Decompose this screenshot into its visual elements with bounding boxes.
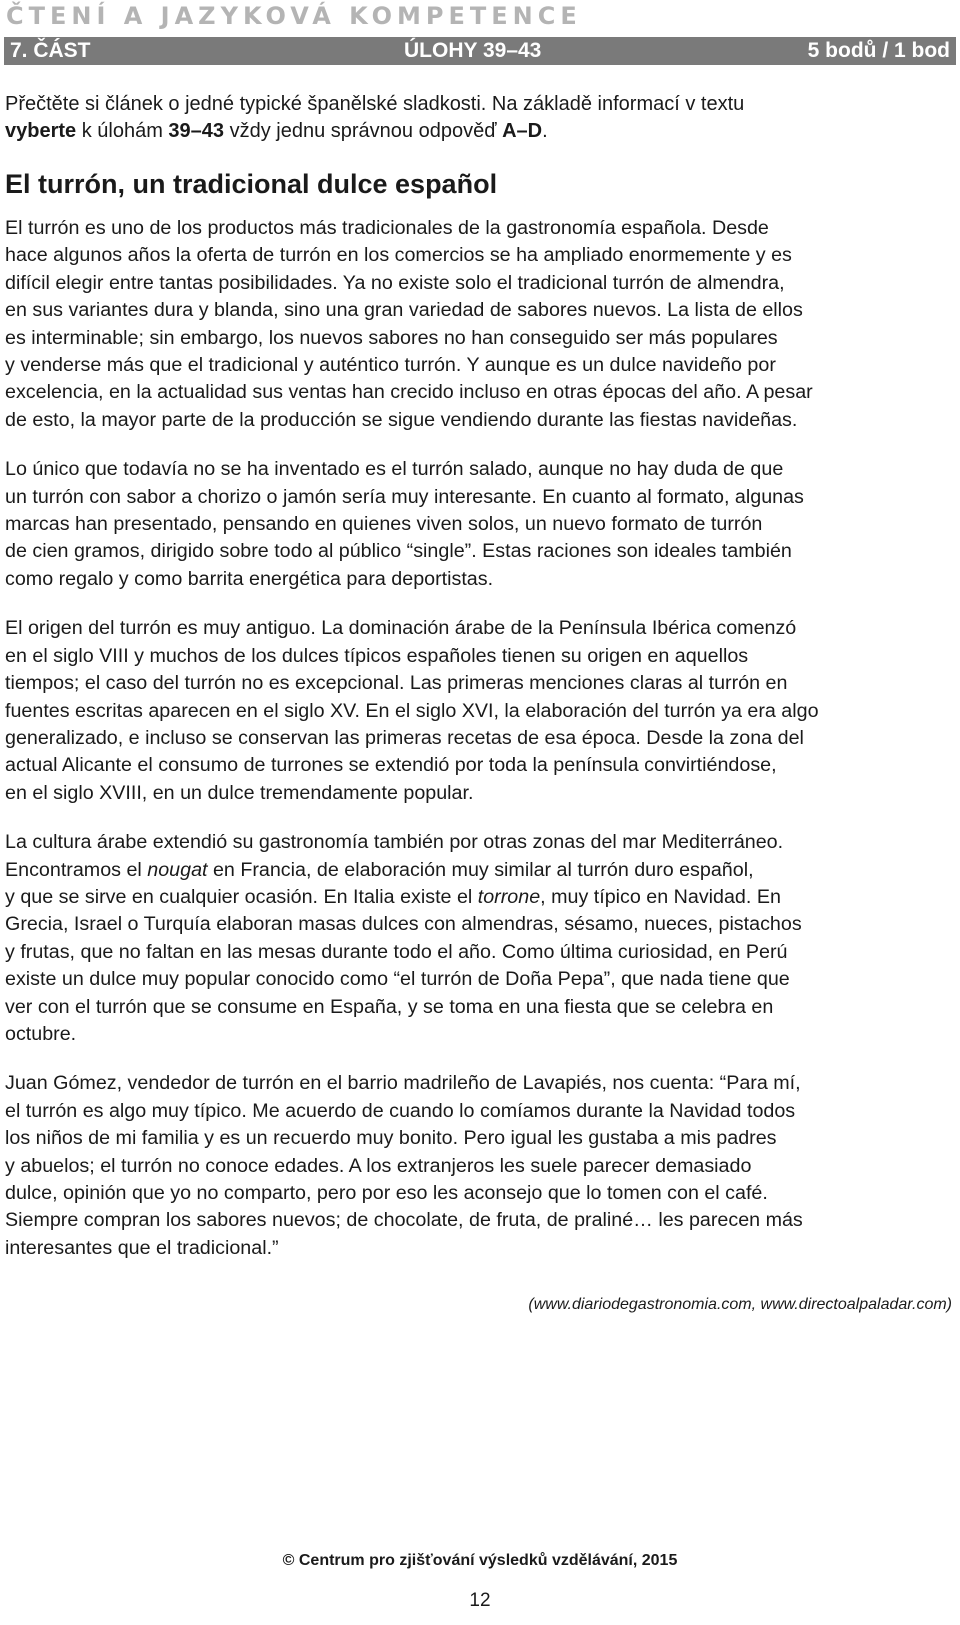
paragraph-line: y frutas, que no faltan en las mesas durante todo el año. Como última curiosidad, en Perú [5,940,788,963]
instructions-text: vždy jednu správnou odpověď [224,120,503,142]
paragraph-line: Encontramos el nougat en Francia, de elaboración muy similar al turrón duro español, [5,858,754,881]
paragraph-line: actual Alicante el consumo de turrones se extendió por toda la península convirtiéndose, [5,754,777,777]
paragraph-line: los niños de mi familia y es un recuerdo muy bonito. Pero igual les gustaba a mis padres [5,1127,777,1150]
paragraph-line: como regalo y como barrita energética para deportistas. [5,567,494,590]
paragraph-line: interesantes que el tradicional.” [5,1236,279,1259]
paragraph-line: difícil elegir entre tantas posibilidades. Ya no existe solo el tradicional turrón de almendra, [5,271,785,294]
paragraph-line: y que se sirve en cualquier ocasión. En Italia existe el torrone, muy típico en Navidad. En [5,885,781,908]
paragraph-line: excelencia, en la actualidad sus ventas han crecido incluso en otras épocas del año. A pesar [5,381,813,404]
paragraph-line: octubre. [5,1022,77,1045]
article-paragraph [5,829,950,1048]
paragraph-line: Siempre compran los sabores nuevos; de chocolate, de fruta, de praliné… les parecen más [5,1209,803,1232]
article-source: (www.diariodegastronomia.com, www.directoalpaladar.com) [528,1296,952,1313]
article-paragraph [5,456,950,593]
paragraph-line: ver con el turrón que se consume en España, y se toma en una fiesta que se celebra en [5,995,774,1018]
instructions-bold-tasks: 39–43 [168,120,225,142]
paragraph-line: dulce, opinión que yo no comparto, pero por eso les aconsejo que lo tomen con el café. [5,1182,768,1204]
instructions [5,91,945,145]
instructions-line-1: Přečtěte si článek o jedné typické španělské sladkosti. Na základě informací v textu [5,93,745,115]
paragraph-line: El turrón es uno de los productos más tradicionales de la gastronomía española. Desde [5,217,769,239]
article-paragraph [5,615,950,807]
instructions-bold-select: vyberte [5,120,77,142]
section-part-label: 7. ČÁST [10,39,91,62]
paragraph-line: La cultura árabe extendió su gastronomía también por otras zonas del mar Mediterráneo. [5,831,784,854]
section-tasks-label: ÚLOHY 39–43 [404,39,542,62]
article-paragraph [5,1070,950,1262]
section-points-label: 5 bodů / 1 bod [807,39,950,62]
paragraph-line: el turrón es algo muy típico. Me acuerdo de cuando lo comíamos durante la Navidad todos [5,1099,796,1122]
paragraph-line: marcas han presentado, pensando en quienes viven solos, un nuevo formato de turrón [5,513,763,536]
paragraph-line: en el siglo VIII y muchos de los dulces típicos españoles tienen su origen en aquellos [5,644,749,667]
paragraph-line: tiempos; el caso del turrón no es excepcional. Las primeras menciones claras al turrón en [5,672,788,695]
paragraph-line: fuentes escritas aparecen en el siglo XV. En el siglo XVI, la elaboración del turrón ya era algo [5,699,819,722]
paragraph-line: El origen del turrón es muy antiguo. La dominación árabe de la Península Ibérica comenzó [5,617,797,640]
section-bar [4,37,956,65]
copyright: © Centrum pro zjišťování výsledků vzdělávání, 2015 [282,1552,678,1569]
paragraph-line: en el siglo XVIII, en un dulce tremendamente popular. [5,781,474,804]
paragraph-line: y venderse más que el tradicional y auténtico turrón. Y aunque es un dulce navideño por [5,354,776,377]
page-number: 12 [469,1590,491,1611]
instructions-text: k úlohám [76,120,169,142]
paragraph-line: y abuelos; el turrón no conoce edades. A los extranjeros les suele parecer demasiado [5,1154,752,1177]
paragraph-line: Grecia, Israel o Turquía elaboran masas dulces con almendras, sésamo, nueces, pistachos [5,913,802,936]
paragraph-line: Juan Gómez, vendedor de turrón en el barrio madrileño de Lavapiés, nos cuenta: “Para mí, [5,1072,801,1095]
paragraph-line: en sus variantes dura y blanda, sino una gran variedad de sabores nuevos. La lista de ellos [5,299,803,322]
paragraph-line: de cien gramos, dirigido sobre todo al público “single”. Estas raciones son ideales también [5,540,792,563]
paragraph-line: un turrón con sabor a chorizo o jamón sería muy interesante. En cuanto al formato, algunas [5,485,804,508]
article-title: El turrón, un tradicional dulce español [5,169,498,199]
article-body [5,215,950,1284]
paragraph-line: existe un dulce muy popular conocido como “el turrón de Doña Pepa”, que nada tiene que [5,968,790,991]
instructions-text: . [542,120,548,142]
page-header-title: ČTENÍ A JAZYKOVÁ KOMPETENCE [6,2,582,30]
paragraph-line: hace algunos años la oferta de turrón en los comercios se ha ampliado enormemente y es [5,244,792,267]
paragraph-line: de esto, la mayor parte de la producción se sigue vendiendo durante las fiestas navideñas. [5,408,798,431]
paragraph-line: es interminable; sin embargo, los nuevos sabores no han conseguido ser más populares [5,326,778,349]
article-paragraph [5,215,950,434]
paragraph-line: Lo único que todavía no se ha inventado es el turrón salado, aunque no hay duda de que [5,458,784,481]
instructions-bold-options: A–D [502,120,543,142]
paragraph-line: generalizado, e incluso se conservan las primeras recetas de esa época. Desde la zona del [5,726,804,749]
